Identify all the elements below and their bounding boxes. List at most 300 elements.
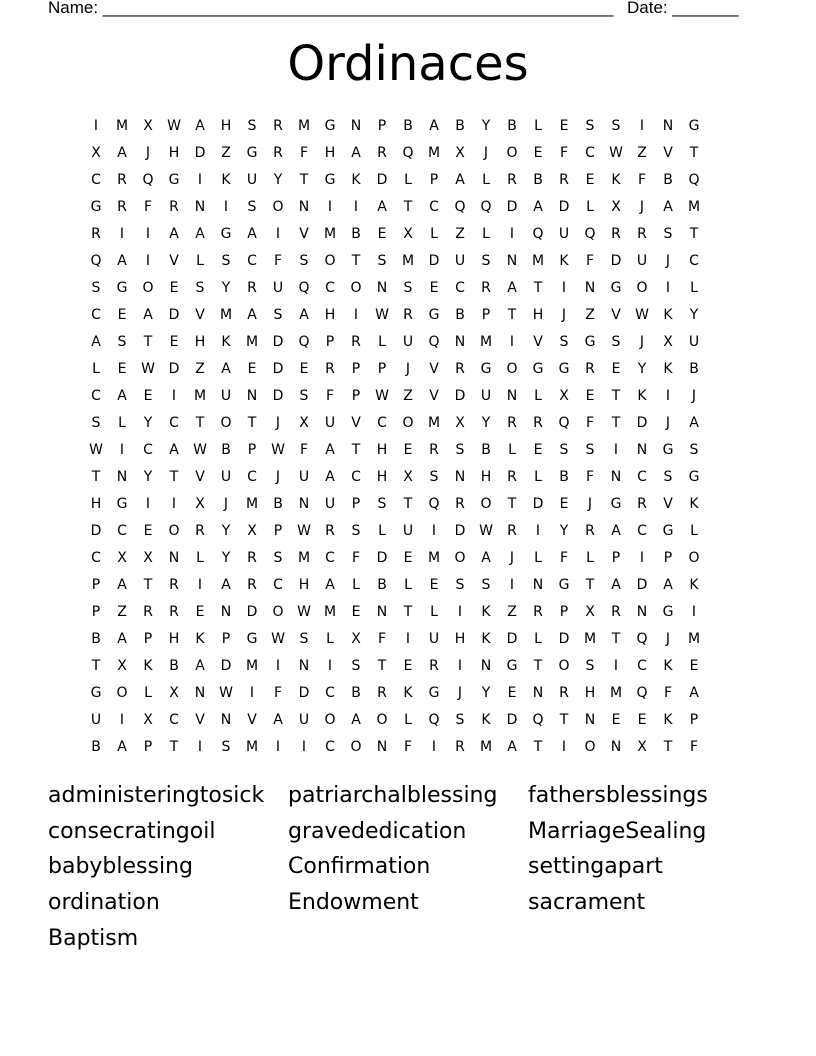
grid-letter: V <box>611 307 621 323</box>
grid-letter: K <box>611 172 621 188</box>
grid-letter: I <box>613 658 619 674</box>
grid-letter: C <box>247 469 257 485</box>
grid-letter: R <box>169 604 179 620</box>
grid-letter: O <box>506 361 518 377</box>
grid-letter: T <box>169 739 179 755</box>
grid-letter: P <box>663 550 673 566</box>
grid-row <box>83 707 740 734</box>
grid-letter: O <box>376 712 388 728</box>
grid-letter: S <box>221 739 231 755</box>
grid-letter: Q <box>636 685 648 701</box>
grid-letter: P <box>377 361 387 377</box>
grid-letter: M <box>219 307 233 323</box>
grid-letter: Q <box>584 226 596 242</box>
grid-letter: A <box>455 172 465 188</box>
grid-letter: B <box>169 658 179 674</box>
grid-letter: T <box>559 712 569 728</box>
grid-letter: E <box>637 712 647 728</box>
grid-letter: F <box>637 172 647 188</box>
grid-letter: T <box>169 469 179 485</box>
grid-letter: U <box>558 226 570 242</box>
grid-letter: H <box>324 307 336 323</box>
grid-letter: C <box>91 307 101 323</box>
grid-letter: E <box>377 226 387 242</box>
grid-letter: N <box>636 604 648 620</box>
grid-letter: R <box>533 604 543 620</box>
grid-letter: Q <box>298 334 310 350</box>
grid-letter: H <box>168 145 180 161</box>
grid-letter: E <box>611 712 621 728</box>
grid-letter: X <box>403 226 413 242</box>
grid-letter: M <box>245 334 259 350</box>
grid-letter: X <box>247 523 257 539</box>
grid-letter: G <box>116 280 128 296</box>
grid-letter: W <box>479 523 493 539</box>
grid-letter: M <box>609 685 623 701</box>
grid-letter: I <box>457 658 463 674</box>
grid-letter: D <box>610 253 622 269</box>
grid-letter: R <box>455 739 465 755</box>
grid-letter: Q <box>688 172 700 188</box>
grid-letter: J <box>691 388 697 404</box>
grid-letter: D <box>376 550 388 566</box>
grid-letter: X <box>559 388 569 404</box>
grid-letter: X <box>169 685 179 701</box>
grid-letter: Q <box>532 226 544 242</box>
grid-letter: O <box>272 604 284 620</box>
grid-letter: R <box>117 172 127 188</box>
grid-letter: I <box>327 658 333 674</box>
grid-letter: R <box>429 658 439 674</box>
grid-letter: K <box>663 307 673 323</box>
grid-letter: D <box>506 631 518 647</box>
grid-letter: O <box>636 280 648 296</box>
grid-row <box>83 194 740 221</box>
grid-letter: G <box>558 361 570 377</box>
grid-letter: A <box>221 577 231 593</box>
grid-letter: A <box>325 469 335 485</box>
grid-letter: G <box>246 631 258 647</box>
grid-letter: U <box>636 253 648 269</box>
grid-letter: Q <box>428 712 440 728</box>
grid-letter: C <box>273 577 283 593</box>
grid-letter: T <box>377 658 387 674</box>
grid-letter: X <box>195 496 205 512</box>
grid-letter: J <box>639 199 645 215</box>
grid-letter: G <box>116 496 128 512</box>
grid-letter: R <box>429 442 439 458</box>
grid-letter: B <box>273 496 283 512</box>
grid-letter: T <box>247 415 257 431</box>
grid-letter: P <box>559 604 569 620</box>
grid-letter: S <box>377 253 387 269</box>
grid-letter: X <box>611 199 621 215</box>
grid-letter: R <box>169 199 179 215</box>
grid-letter: N <box>298 658 310 674</box>
grid-letter: G <box>90 199 102 215</box>
grid-letter: S <box>351 523 361 539</box>
grid-row <box>83 356 740 383</box>
grid-letter: R <box>559 172 569 188</box>
grid-letter: R <box>507 469 517 485</box>
grid-letter: P <box>143 739 153 755</box>
grid-letter: I <box>171 388 177 404</box>
grid-letter: U <box>480 388 492 404</box>
grid-letter: E <box>117 307 127 323</box>
grid-letter: G <box>662 523 674 539</box>
word-bank-item: gravededication <box>288 818 467 844</box>
grid-letter: X <box>117 550 127 566</box>
grid-letter: W <box>219 685 233 701</box>
grid-letter: E <box>195 604 205 620</box>
word-bank-item: Baptism <box>48 925 139 951</box>
grid-letter: M <box>297 550 311 566</box>
grid-letter: Y <box>221 280 231 296</box>
grid-letter: K <box>221 172 231 188</box>
word-bank-item: ordination <box>48 890 160 916</box>
grid-letter: X <box>143 712 153 728</box>
grid-letter: N <box>454 334 466 350</box>
grid-letter: A <box>689 415 699 431</box>
grid-letter: C <box>169 415 179 431</box>
grid-letter: R <box>247 550 257 566</box>
grid-letter: P <box>221 631 231 647</box>
grid-letter: C <box>689 253 699 269</box>
grid-letter: F <box>559 550 569 566</box>
grid-letter: L <box>196 550 204 566</box>
grid-letter: M <box>193 388 207 404</box>
grid-letter: R <box>377 685 387 701</box>
grid-letter: U <box>298 712 310 728</box>
grid-row <box>83 167 740 194</box>
grid-letter: G <box>532 361 544 377</box>
grid-letter: Z <box>507 604 517 620</box>
grid-letter: T <box>143 334 153 350</box>
grid-letter: L <box>508 442 516 458</box>
grid-letter: S <box>559 334 569 350</box>
grid-letter: D <box>194 145 206 161</box>
grid-letter: A <box>533 199 543 215</box>
grid-letter: E <box>559 118 569 134</box>
grid-letter: D <box>168 361 180 377</box>
grid-letter: Q <box>532 712 544 728</box>
word-bank-item: sacrament <box>528 890 646 916</box>
grid-letter: M <box>427 550 441 566</box>
grid-letter: F <box>273 253 283 269</box>
grid-letter: B <box>455 118 465 134</box>
grid-letter: S <box>247 118 257 134</box>
grid-letter: I <box>119 712 125 728</box>
grid-letter: O <box>168 523 180 539</box>
grid-letter: D <box>454 388 466 404</box>
grid-letter: G <box>90 685 102 701</box>
grid-letter: N <box>350 118 362 134</box>
grid-letter: R <box>91 226 101 242</box>
date-field-label: Date: _______ <box>627 0 739 17</box>
word-bank-row <box>48 923 768 959</box>
grid-letter: I <box>535 523 541 539</box>
grid-letter: I <box>327 199 333 215</box>
grid-letter: G <box>428 307 440 323</box>
grid-letter: L <box>404 712 412 728</box>
grid-letter: G <box>480 361 492 377</box>
grid-letter: D <box>636 577 648 593</box>
grid-letter: B <box>91 631 101 647</box>
grid-letter: E <box>299 361 309 377</box>
grid-letter: A <box>91 334 101 350</box>
grid-letter: T <box>351 442 361 458</box>
grid-letter: B <box>403 118 413 134</box>
grid-letter: K <box>481 631 491 647</box>
grid-letter: X <box>585 604 595 620</box>
grid-letter: U <box>454 253 466 269</box>
grid-letter: Y <box>273 172 283 188</box>
grid-letter: I <box>197 739 203 755</box>
grid-letter: R <box>507 172 517 188</box>
grid-letter: R <box>195 523 205 539</box>
grid-letter: L <box>118 415 126 431</box>
grid-letter: M <box>245 496 259 512</box>
grid-letter: D <box>636 415 648 431</box>
grid-letter: T <box>689 145 699 161</box>
grid-letter: Q <box>90 253 102 269</box>
grid-letter: V <box>169 253 179 269</box>
grid-letter: C <box>429 199 439 215</box>
grid-letter: V <box>663 496 673 512</box>
grid-letter: R <box>403 307 413 323</box>
grid-letter: D <box>298 685 310 701</box>
grid-letter: Z <box>195 361 205 377</box>
grid-letter: N <box>532 685 544 701</box>
grid-letter: B <box>533 172 543 188</box>
grid-letter: M <box>115 118 129 134</box>
grid-letter: L <box>430 226 438 242</box>
grid-letter: L <box>482 172 490 188</box>
grid-letter: R <box>637 226 647 242</box>
grid-letter: H <box>220 118 232 134</box>
grid-letter: G <box>662 442 674 458</box>
grid-row <box>83 464 740 491</box>
grid-letter: B <box>559 469 569 485</box>
grid-letter: K <box>663 658 673 674</box>
grid-row <box>83 383 740 410</box>
grid-letter: E <box>403 442 413 458</box>
grid-letter: U <box>402 523 414 539</box>
grid-letter: E <box>533 145 543 161</box>
grid-letter: A <box>299 307 309 323</box>
grid-letter: I <box>119 442 125 458</box>
grid-letter: T <box>299 172 309 188</box>
grid-letter: I <box>145 496 151 512</box>
grid-letter: I <box>275 226 281 242</box>
grid-letter: G <box>220 226 232 242</box>
grid-letter: B <box>689 361 699 377</box>
grid-letter: I <box>145 226 151 242</box>
grid-letter: B <box>481 442 491 458</box>
grid-letter: W <box>193 442 207 458</box>
grid-letter: K <box>403 685 413 701</box>
word-bank-item: Confirmation <box>288 854 431 880</box>
grid-letter: P <box>247 442 257 458</box>
grid-letter: V <box>351 415 361 431</box>
grid-letter: Z <box>117 604 127 620</box>
grid-letter: R <box>247 577 257 593</box>
grid-letter: D <box>532 496 544 512</box>
grid-letter: I <box>691 604 697 620</box>
grid-row <box>83 626 740 653</box>
grid-letter: T <box>143 577 153 593</box>
grid-letter: F <box>325 388 335 404</box>
grid-letter: R <box>585 361 595 377</box>
word-bank-item: settingapart <box>528 854 663 880</box>
grid-letter: S <box>221 253 231 269</box>
grid-letter: E <box>585 172 595 188</box>
grid-letter: B <box>351 685 361 701</box>
grid-letter: S <box>585 442 595 458</box>
grid-letter: Z <box>637 145 647 161</box>
grid-letter: E <box>611 361 621 377</box>
grid-letter: F <box>299 442 309 458</box>
grid-letter: N <box>376 739 388 755</box>
grid-letter: A <box>247 307 257 323</box>
grid-letter: R <box>273 118 283 134</box>
grid-letter: D <box>558 199 570 215</box>
grid-letter: L <box>586 550 594 566</box>
grid-row <box>83 653 740 680</box>
grid-letter: J <box>665 415 671 431</box>
grid-letter: I <box>223 199 229 215</box>
grid-letter: N <box>454 469 466 485</box>
grid-letter: R <box>481 280 491 296</box>
grid-letter: X <box>299 415 309 431</box>
grid-letter: A <box>117 631 127 647</box>
grid-letter: N <box>116 469 128 485</box>
grid-letter: S <box>611 334 621 350</box>
grid-letter: S <box>91 415 101 431</box>
grid-letter: Y <box>481 685 491 701</box>
grid-letter: E <box>169 280 179 296</box>
grid-letter: U <box>324 496 336 512</box>
grid-letter: A <box>117 145 127 161</box>
grid-letter: J <box>587 496 593 512</box>
word-bank-item: consecratingoil <box>48 818 216 844</box>
grid-letter: E <box>533 442 543 458</box>
grid-letter: F <box>351 550 361 566</box>
grid-letter: K <box>351 172 361 188</box>
grid-letter: O <box>454 550 466 566</box>
grid-letter: P <box>351 388 361 404</box>
grid-letter: E <box>689 658 699 674</box>
grid-letter: S <box>481 253 491 269</box>
grid-letter: J <box>405 361 411 377</box>
grid-letter: L <box>534 469 542 485</box>
grid-letter: O <box>506 145 518 161</box>
grid-letter: C <box>91 550 101 566</box>
grid-letter: W <box>89 442 103 458</box>
grid-letter: N <box>584 280 596 296</box>
grid-letter: I <box>353 199 359 215</box>
grid-letter: V <box>195 712 205 728</box>
grid-letter: X <box>403 469 413 485</box>
grid-letter: C <box>169 712 179 728</box>
grid-letter: T <box>403 199 413 215</box>
grid-letter: M <box>427 415 441 431</box>
grid-row <box>83 410 740 437</box>
grid-letter: A <box>273 712 283 728</box>
grid-letter: N <box>376 280 388 296</box>
grid-letter: I <box>665 280 671 296</box>
grid-letter: W <box>141 361 155 377</box>
grid-letter: R <box>559 685 569 701</box>
grid-letter: I <box>197 577 203 593</box>
grid-letter: Q <box>428 334 440 350</box>
grid-letter: E <box>585 388 595 404</box>
grid-letter: U <box>220 469 232 485</box>
word-bank-item: fathersblessings <box>528 783 708 808</box>
grid-letter: Z <box>403 388 413 404</box>
grid-letter: I <box>405 631 411 647</box>
grid-letter: A <box>481 550 491 566</box>
grid-letter: F <box>585 253 595 269</box>
grid-letter: A <box>221 361 231 377</box>
grid-letter: Y <box>559 523 569 539</box>
grid-row <box>83 113 740 140</box>
grid-letter: I <box>119 226 125 242</box>
grid-row <box>83 248 740 275</box>
word-search-grid <box>83 113 740 761</box>
grid-letter: E <box>403 550 413 566</box>
grid-letter: X <box>455 415 465 431</box>
grid-letter: O <box>116 685 128 701</box>
grid-letter: M <box>245 739 259 755</box>
grid-letter: N <box>168 550 180 566</box>
word-bank-item: patriarchalblessing <box>288 783 498 808</box>
grid-letter: J <box>483 145 489 161</box>
grid-row <box>83 140 740 167</box>
grid-letter: O <box>480 496 492 512</box>
grid-letter: X <box>143 550 153 566</box>
grid-letter: P <box>351 496 361 512</box>
grid-letter: J <box>665 253 671 269</box>
grid-letter: T <box>585 577 595 593</box>
grid-letter: I <box>431 739 437 755</box>
grid-letter: P <box>377 118 387 134</box>
grid-letter: A <box>663 577 673 593</box>
grid-letter: E <box>403 658 413 674</box>
grid-letter: Y <box>221 523 231 539</box>
grid-letter: S <box>481 577 491 593</box>
grid-letter: O <box>688 550 700 566</box>
grid-letter: C <box>91 172 101 188</box>
grid-letter: T <box>507 496 517 512</box>
grid-letter: Y <box>143 469 153 485</box>
grid-letter: J <box>561 307 567 323</box>
grid-row <box>83 302 740 329</box>
grid-letter: T <box>611 388 621 404</box>
grid-letter: A <box>689 685 699 701</box>
grid-letter: S <box>273 550 283 566</box>
grid-letter: L <box>378 334 386 350</box>
grid-letter: W <box>609 145 623 161</box>
grid-letter: D <box>506 712 518 728</box>
grid-letter: T <box>689 226 699 242</box>
grid-letter: F <box>403 739 413 755</box>
grid-letter: G <box>688 118 700 134</box>
grid-letter: E <box>247 361 257 377</box>
grid-letter: C <box>117 523 127 539</box>
word-bank-row <box>48 887 768 923</box>
name-field-label: Name: ______________________________________________________ <box>48 0 614 17</box>
